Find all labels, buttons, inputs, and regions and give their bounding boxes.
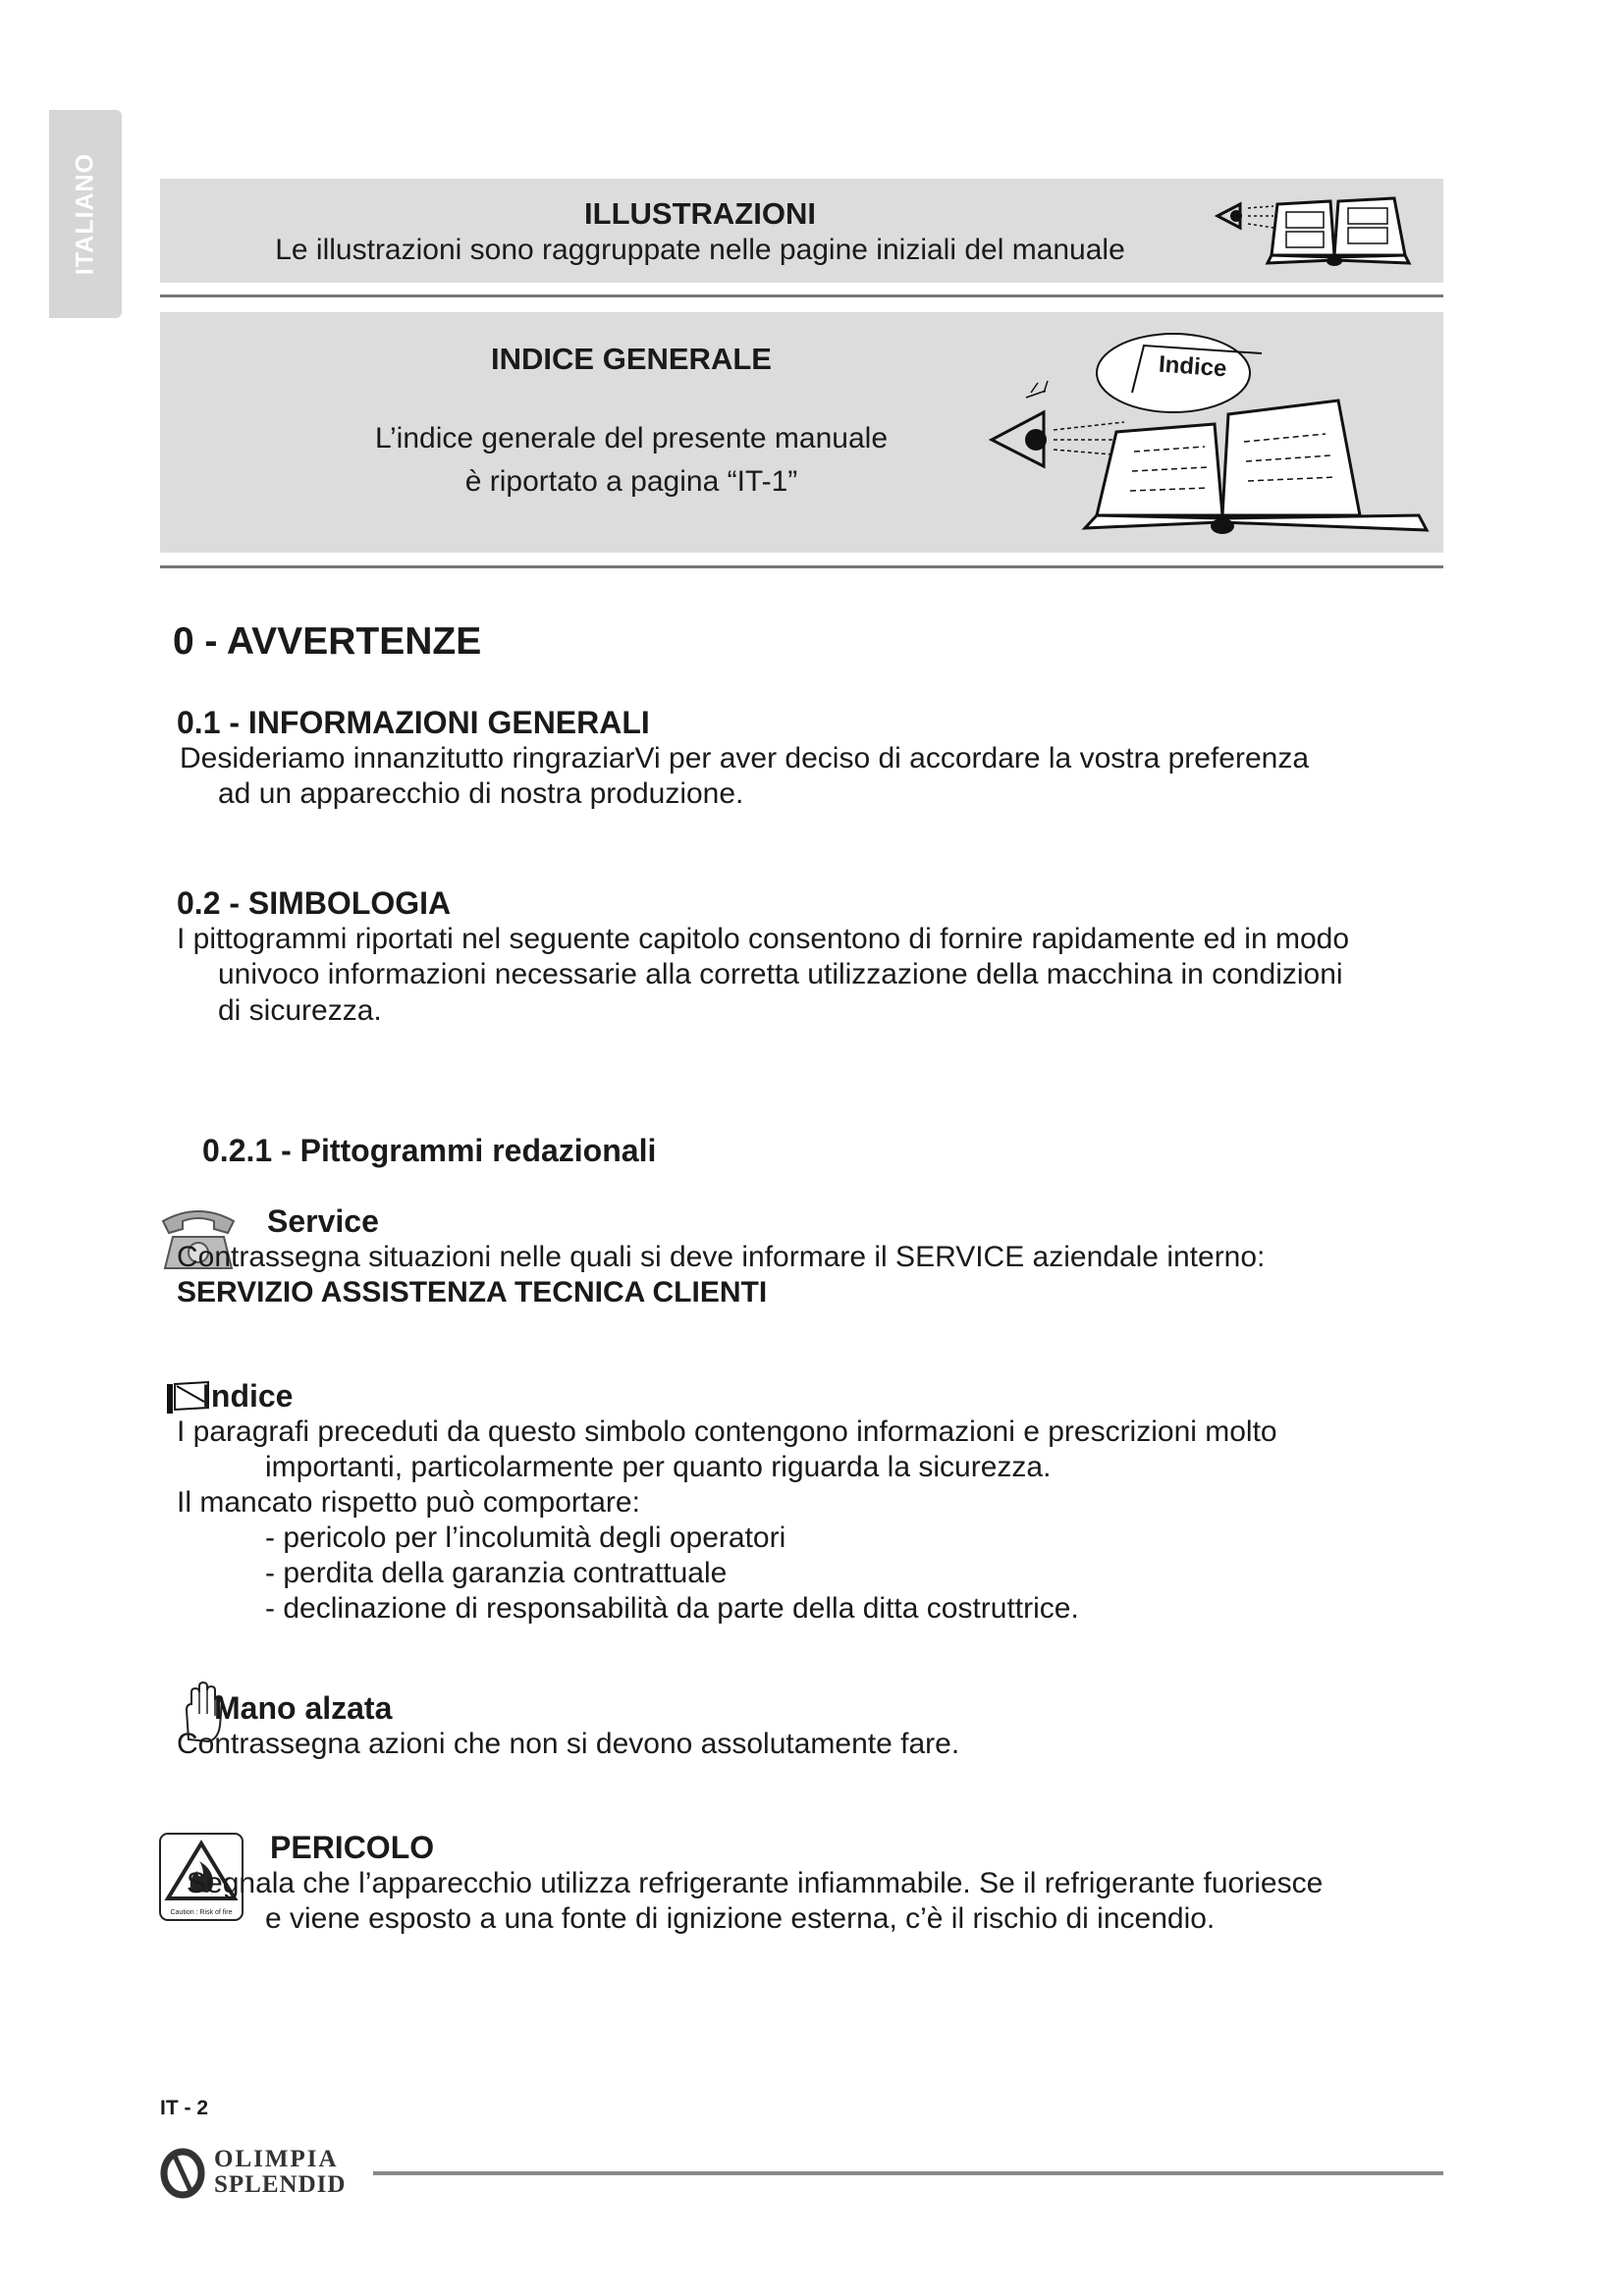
- section-0-2-line1: I pittogrammi riportati nel seguente capitolo consentono di fornire rapidamente ed in modo: [177, 923, 1350, 955]
- indice-line1: I paragrafi preceduti da questo simbolo contengono informazioni e prescrizioni molto: [177, 1415, 1277, 1448]
- pericolo-line2: e viene esposto a una fonte di ignizione esterna, c’è il rischio di incendio.: [265, 1902, 1216, 1935]
- mano-line1: Contrassegna azioni che non si devono assolutamente fare.: [177, 1728, 960, 1760]
- section-0-1-title: 0.1 - INFORMAZIONI GENERALI: [177, 705, 650, 740]
- brand-name-line1: OLIMPIA: [214, 2146, 339, 2172]
- list-item: - pericolo per l’incolumità degli operatori: [265, 1522, 786, 1554]
- indice-title: Indice: [202, 1378, 294, 1414]
- indice-line3: Il mancato rispetto può comportare:: [177, 1486, 640, 1519]
- section-0-1-line2: ad un apparecchio di nostra produzione.: [218, 777, 744, 810]
- section-0-2-title: 0.2 - SIMBOLOGIA: [177, 885, 452, 921]
- indice-generale-line1: L’indice generale del presente manuale: [374, 422, 889, 454]
- list-item: - perdita della garanzia contrattuale: [265, 1557, 728, 1589]
- brand-logo-icon: [157, 2146, 206, 2201]
- service-title: Service: [267, 1203, 379, 1239]
- service-line1: Contrassegna situazioni nelle quali si deve informare il SERVICE aziendale interno:: [177, 1241, 1266, 1273]
- pericolo-title: PERICOLO: [270, 1830, 435, 1865]
- pericolo-line1: Segnala che l’apparecchio utilizza refrigerante infiammabile. Se il refrigerante fuoriesce: [187, 1867, 1324, 1899]
- language-tab: [49, 110, 122, 318]
- section-0-title: 0 - AVVERTENZE: [173, 620, 482, 663]
- divider-rule: [160, 294, 1443, 297]
- section-0-1-line1: Desideriamo innanzitutto ringraziarVi per aver deciso di accordare la vostra preferenza: [180, 742, 1310, 774]
- indice-line2: importanti, particolarmente per quanto riguarda la sicurezza.: [265, 1451, 1052, 1483]
- illustrazioni-title: ILLUSTRAZIONI: [584, 196, 816, 231]
- service-line2: SERVIZIO ASSISTENZA TECNICA CLIENTI: [177, 1276, 768, 1308]
- illustrazioni-text: Le illustrazioni sono raggruppate nelle pagine iniziali del manuale: [275, 234, 1125, 266]
- divider-rule: [160, 565, 1443, 568]
- indice-generale-title: INDICE GENERALE: [491, 342, 772, 376]
- brand-name-line2: SPLENDID: [214, 2171, 347, 2198]
- open-book-eye-icon: [1213, 187, 1438, 275]
- page-number: IT - 2: [160, 2097, 209, 2119]
- list-item: - declinazione di responsabilità da parte della ditta costruttrice.: [265, 1592, 1079, 1625]
- bubble-label: Indice: [1158, 350, 1228, 383]
- indice-generale-line2: è riportato a pagina “IT-1”: [464, 465, 798, 498]
- section-0-2-line2: univoco informazioni necessarie alla corretta utilizzazione della macchina in condizioni: [218, 958, 1343, 990]
- mano-title: Mano alzata: [214, 1690, 393, 1726]
- section-0-2-1-title: 0.2.1 - Pittogrammi redazionali: [202, 1133, 657, 1168]
- language-tab-label: ITALIANO: [71, 152, 99, 276]
- fire-warning-caption: Caution : Risk of fire: [170, 1909, 233, 1916]
- section-0-2-line3: di sicurezza.: [218, 994, 382, 1027]
- footer-rule: [373, 2171, 1443, 2175]
